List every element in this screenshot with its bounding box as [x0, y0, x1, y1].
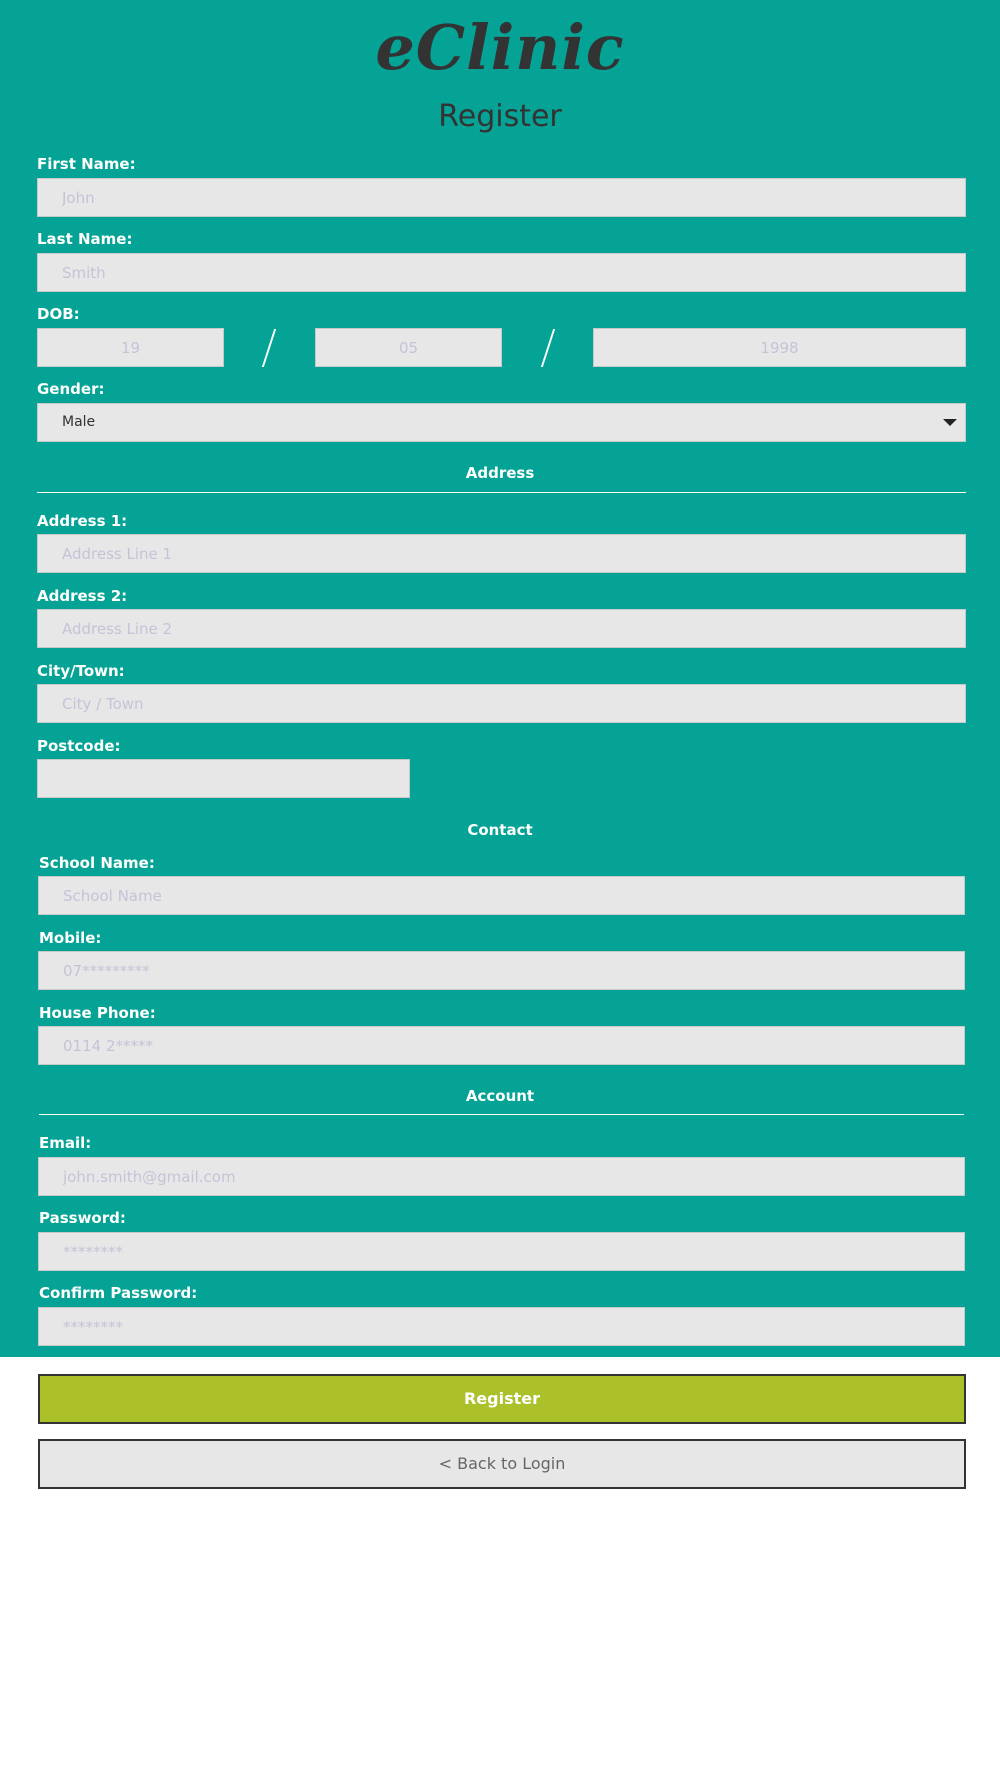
account-divider [39, 1114, 964, 1115]
first-name-input[interactable] [37, 178, 966, 217]
city-label: City/Town: [37, 662, 125, 680]
app-logo: eClinic [375, 11, 625, 84]
mobile-input[interactable] [38, 951, 965, 990]
back-to-login-button[interactable]: < Back to Login [38, 1439, 966, 1489]
last-name-input[interactable] [37, 253, 966, 292]
gender-select[interactable] [37, 403, 966, 442]
account-section-heading: Account [465, 1087, 535, 1105]
dob-separator [262, 329, 276, 367]
city-input[interactable] [37, 684, 966, 723]
confirm-password-label: Confirm Password: [39, 1284, 198, 1302]
chevron-down-icon [943, 419, 957, 426]
address-divider [37, 492, 966, 493]
page-title: Register [438, 99, 562, 134]
address1-input[interactable] [37, 534, 966, 573]
address2-input[interactable] [37, 609, 966, 648]
email-label: Email: [39, 1134, 92, 1152]
postcode-input[interactable] [37, 759, 410, 798]
dob-year-input[interactable] [593, 328, 966, 367]
first-name-label: First Name: [37, 155, 136, 173]
password-input[interactable] [38, 1232, 965, 1271]
house-phone-label: House Phone: [39, 1004, 156, 1022]
password-label: Password: [39, 1209, 126, 1227]
contact-section-heading: Contact [467, 821, 533, 839]
address2-label: Address 2: [37, 587, 128, 605]
address-section-heading: Address [465, 464, 535, 482]
register-button[interactable]: Register [38, 1374, 966, 1424]
house-phone-input[interactable] [38, 1026, 965, 1065]
postcode-label: Postcode: [37, 737, 121, 755]
dob-label: DOB: [37, 305, 80, 323]
dob-day-input[interactable] [37, 328, 224, 367]
mobile-label: Mobile: [39, 929, 102, 947]
dob-separator [541, 329, 555, 367]
dob-month-input[interactable] [315, 328, 502, 367]
confirm-password-input[interactable] [38, 1307, 965, 1346]
last-name-label: Last Name: [37, 230, 133, 248]
gender-label: Gender: [37, 380, 105, 398]
school-label: School Name: [39, 854, 155, 872]
email-input[interactable] [38, 1157, 965, 1196]
address1-label: Address 1: [37, 512, 128, 530]
gender-selected-value: Male [62, 414, 96, 430]
school-input[interactable] [38, 876, 965, 915]
